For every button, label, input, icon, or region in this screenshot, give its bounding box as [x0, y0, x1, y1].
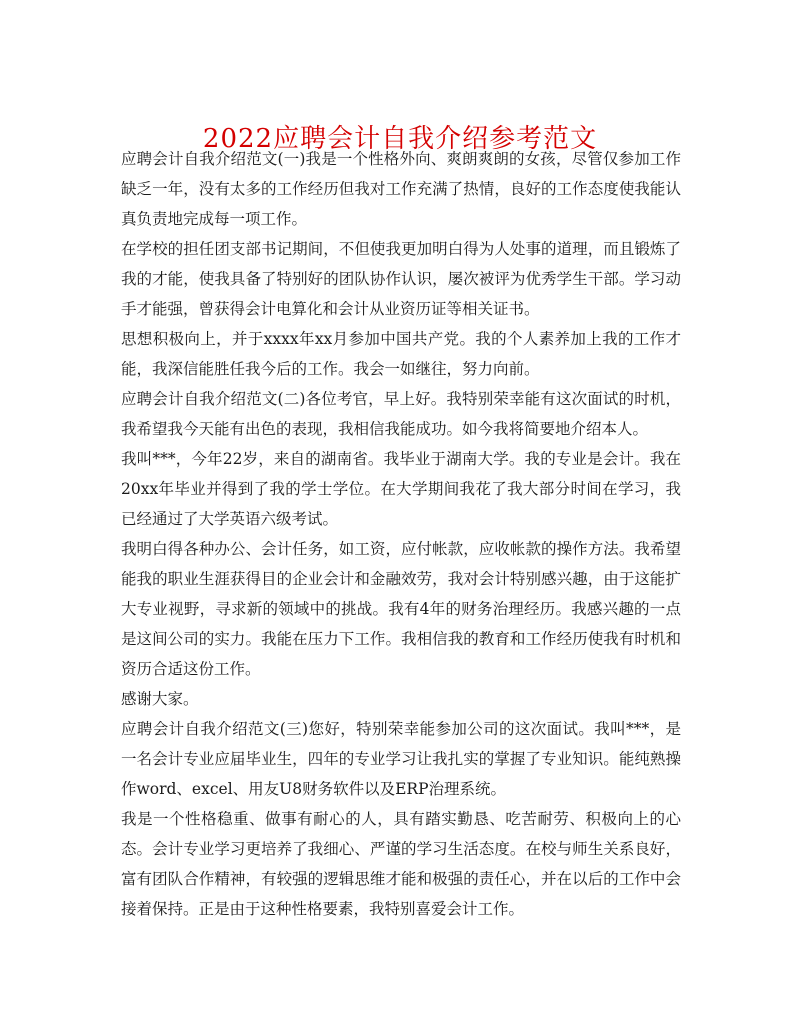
- paragraph: 在学校的担任团支部书记期间，不但使我更加明白得为人处事的道理，而且锻炼了我的才能，使我具备了特别好的团队协作认识，屡次被评为优秀学生干部。学习动手才能强，曾获得会计电算化和会计从业资历证等相关证书。: [121, 240, 681, 318]
- paragraph: 我是一个性格稳重、做事有耐心的人，具有踏实勤恳、吃苦耐劳、积极向上的心态。会计专业学习更培养了我细心、严谨的学习生活态度。在校与师生关系良好，富有团队合作精神，有较强的逻辑思维才能和极强的责任心，并在以后的工作中会接着保持。正是由于这种性格要素，我特别喜爱会计工作。: [121, 810, 681, 918]
- paragraph: 感谢大家。: [121, 690, 199, 708]
- paragraph: 思想积极向上，并于xxxx年xx月参加中国共产党。我的个人素养加上我的工作才能，我深信能胜任我今后的工作。我会一如继往，努力向前。: [121, 330, 681, 378]
- document-body: [121, 144, 681, 924]
- paragraph: 应聘会计自我介绍范文(三)您好，特别荣幸能参加公司的这次面试。我叫***，是一名会计专业应届毕业生，四年的专业学习让我扎实的掌握了专业知识。能纯熟操作word、excel、用友U8财务软件以及ERP治理系统。: [121, 720, 681, 798]
- paragraph: 应聘会计自我介绍范文(二)各位考官，早上好。我特别荣幸能有这次面试的时机，我希望我今天能有出色的表现，我相信我能成功。如今我将简要地介绍本人。: [121, 390, 681, 438]
- paragraph: 我明白得各种办公、会计任务，如工资，应付帐款，应收帐款的操作方法。我希望能我的职业生涯获得目的企业会计和金融效劳，我对会计特别感兴趣，由于这能扩大专业视野，寻求新的领域中的挑战。我有4年的财务治理经历。我感兴趣的一点是这间公司的实力。我能在压力下工作。我相信我的教育和工作经历使我有时机和资历合适这份工作。: [121, 540, 681, 678]
- paragraph: 应聘会计自我介绍范文(一)我是一个性格外向、爽朗爽朗的女孩，尽管仅参加工作缺乏一年，没有太多的工作经历但我对工作充满了热情，良好的工作态度使我能认真负责地完成每一项工作。: [121, 150, 681, 228]
- document-title: 2022应聘会计自我介绍参考范文: [202, 124, 598, 155]
- paragraph: 我叫***，今年22岁，来自的湖南省。我毕业于湖南大学。我的专业是会计。我在20xx年毕业并得到了我的学士学位。在大学期间我花了我大部分时间在学习，我已经通过了大学英语六级考试。: [121, 450, 681, 528]
